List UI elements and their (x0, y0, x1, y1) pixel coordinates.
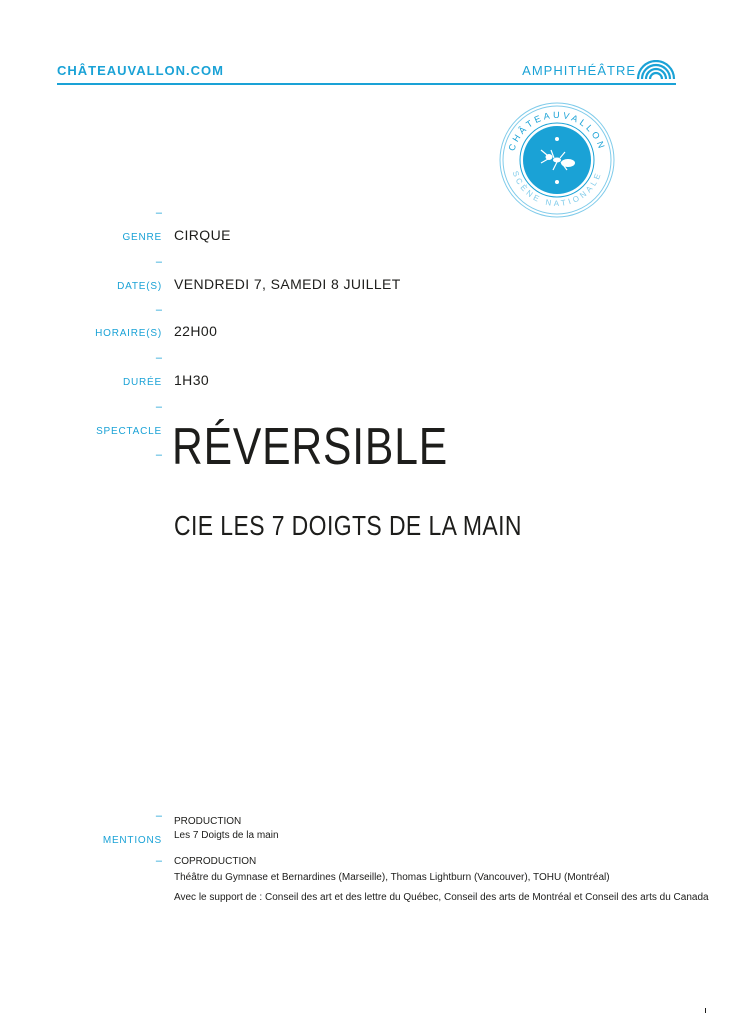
header-rule (57, 83, 676, 85)
dates-label: DATE(S) (117, 281, 162, 292)
mentions-label: MENTIONS (102, 835, 162, 846)
production-text: Les 7 Doigts de la main (174, 830, 279, 841)
coproduction-text: Théâtre du Gymnase et Bernardines (Marseille), Thomas Lightburn (Vancouver), TOHU (Montréal) (174, 872, 610, 883)
time-value: 22H00 (174, 323, 218, 339)
time-label: HORAIRE(S) (95, 328, 162, 339)
site-link[interactable]: CHÂTEAUVALLON.COM (57, 63, 224, 78)
support-text: Avec le support de : Conseil des art et des lettre du Québec, Conseil des arts de Montréal et Conseil des arts du Canada (174, 892, 709, 903)
coproduction-heading: COPRODUCTION (174, 856, 257, 867)
dates-value: VENDREDI 7, SAMEDI 8 JUILLET (174, 276, 401, 292)
separator-dash: – (155, 449, 162, 461)
page-mark (705, 1008, 706, 1013)
seal-top-text: CHÂTEAUVALLON (506, 109, 608, 153)
separator-dash: – (155, 855, 162, 867)
separator-dash: – (155, 256, 162, 268)
separator-dash: – (155, 352, 162, 364)
rainbow-arcs-icon (636, 60, 676, 80)
show-title: RÉVERSIBLE (172, 418, 448, 476)
separator-dash: – (155, 207, 162, 219)
company-name: CIE LES 7 DOIGTS DE LA MAIN (174, 510, 522, 541)
duration-label: DURÉE (122, 377, 162, 388)
genre-value: CIRQUE (174, 227, 231, 243)
show-label: SPECTACLE (96, 426, 162, 437)
seal-bottom-text: SCÈNE NATIONALE (510, 169, 604, 209)
duration-value: 1H30 (174, 372, 210, 388)
chateauvallon-seal (497, 100, 617, 220)
separator-dash: – (155, 401, 162, 413)
venue-name: AMPHITHÉÂTRE (522, 63, 636, 78)
separator-dash: – (155, 304, 162, 316)
genre-label: GENRE (122, 232, 162, 243)
production-heading: PRODUCTION (174, 816, 242, 827)
separator-dash: – (155, 810, 162, 822)
